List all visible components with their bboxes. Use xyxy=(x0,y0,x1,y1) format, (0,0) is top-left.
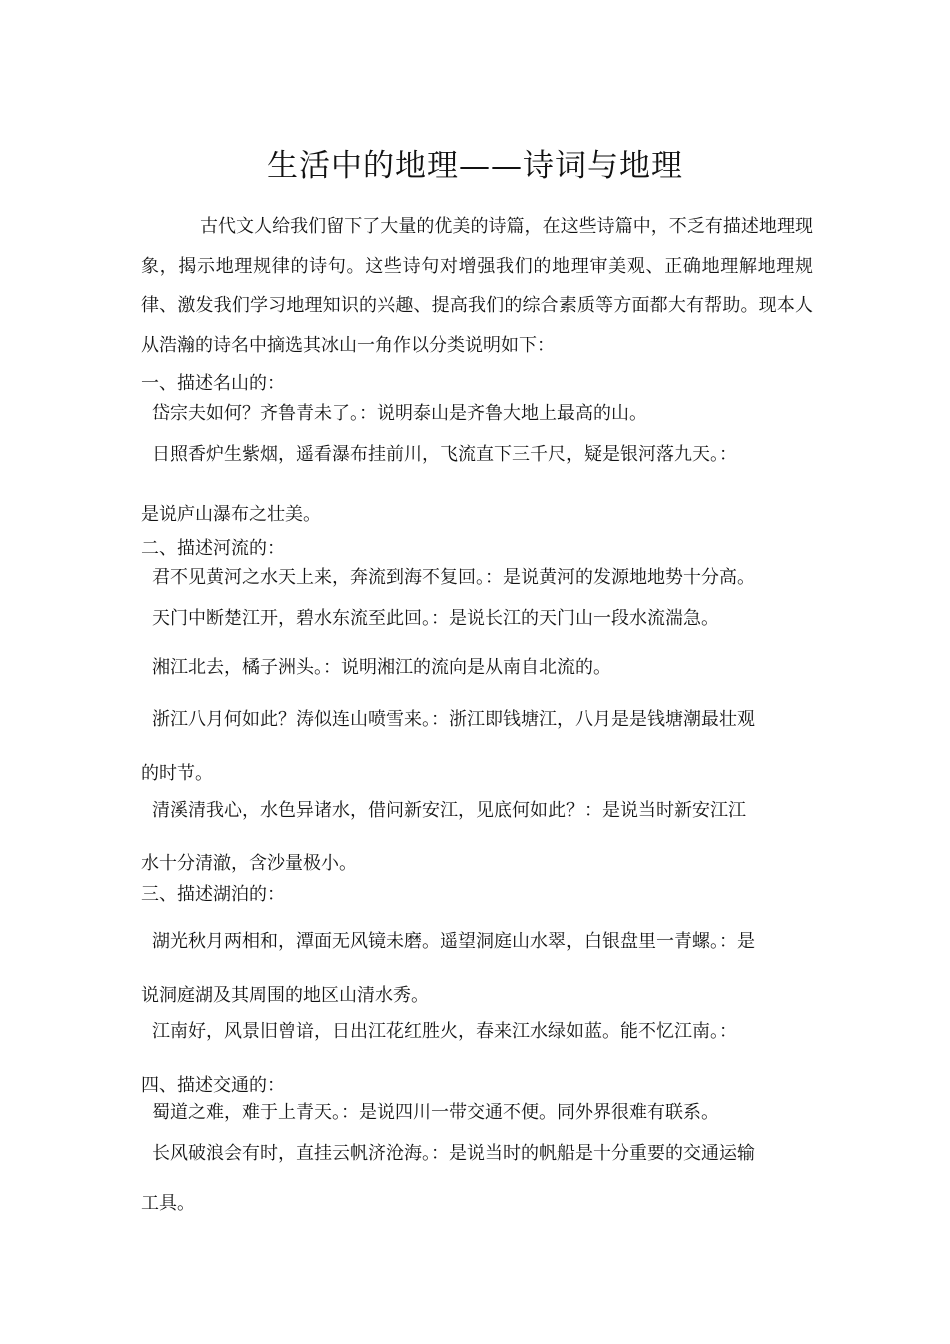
section-heading: 二、描述河流的： xyxy=(141,538,285,559)
poem-line: 江南好，风景旧曾谙，日出江花红胜火，春来江水绿如蓝。能不忆江南。： xyxy=(152,1021,737,1042)
section-heading: 一、描述名山的： xyxy=(141,373,285,394)
poem-line: 天门中断楚江开，碧水东流至此回。：是说长江的天门山一段水流湍急。 xyxy=(152,608,719,629)
poem-line: 湖光秋月两相和，潭面无风镜未磨。遥望洞庭山水翠，白银盘里一青螺。：是 xyxy=(152,931,755,952)
section-heading: 四、描述交通的： xyxy=(141,1075,285,1096)
poem-line-continuation: 水十分清澈，含沙量极小。 xyxy=(141,853,357,874)
poem-line-continuation: 工具。 xyxy=(141,1193,195,1214)
document-title: 生活中的地理——诗词与地理 xyxy=(267,148,683,184)
poem-line: 日照香炉生紫烟，遥看瀑布挂前川，飞流直下三千尺，疑是银河落九天。： xyxy=(152,444,737,465)
poem-line: 蜀道之难，难于上青天。：是说四川一带交通不便。同外界很难有联系。 xyxy=(152,1102,719,1123)
poem-line: 长风破浪会有时，直挂云帆济沧海。：是说当时的帆船是十分重要的交通运输 xyxy=(152,1143,755,1164)
poem-line: 浙江八月何如此？涛似连山喷雪来。：浙江即钱塘江，八月是是钱塘潮最壮观 xyxy=(152,709,755,730)
poem-line-continuation: 的时节。 xyxy=(141,763,213,784)
poem-line: 君不见黄河之水天上来，奔流到海不复回。：是说黄河的发源地地势十分高。 xyxy=(152,567,755,588)
poem-line-continuation: 说洞庭湖及其周围的地区山清水秀。 xyxy=(141,985,429,1006)
intro-paragraph: 古代文人给我们留下了大量的优美的诗篇，在这些诗篇中，不乏有描述地理现象，揭示地理规律的诗句。这些诗句对增强我们的地理审美观、正确地理解地理规律、激发我们学习地理知识的兴趣、提高我们的综合素质等方面都大有帮助。现本人从浩瀚的诗名中摘选其冰山一角作以分类说明如下： xyxy=(141,216,813,356)
poem-line: 岱宗夫如何？齐鲁青未了。：说明泰山是齐鲁大地上最高的山。 xyxy=(152,403,647,424)
poem-line-continuation: 是说庐山瀑布之壮美。 xyxy=(141,504,321,525)
poem-line: 湘江北去，橘子洲头。：说明湘江的流向是从南自北流的。 xyxy=(152,657,611,678)
section-heading: 三、描述湖泊的： xyxy=(141,884,285,905)
poem-line: 清溪清我心，水色异诸水，借问新安江，见底何如此？：是说当时新安江江 xyxy=(152,800,746,821)
